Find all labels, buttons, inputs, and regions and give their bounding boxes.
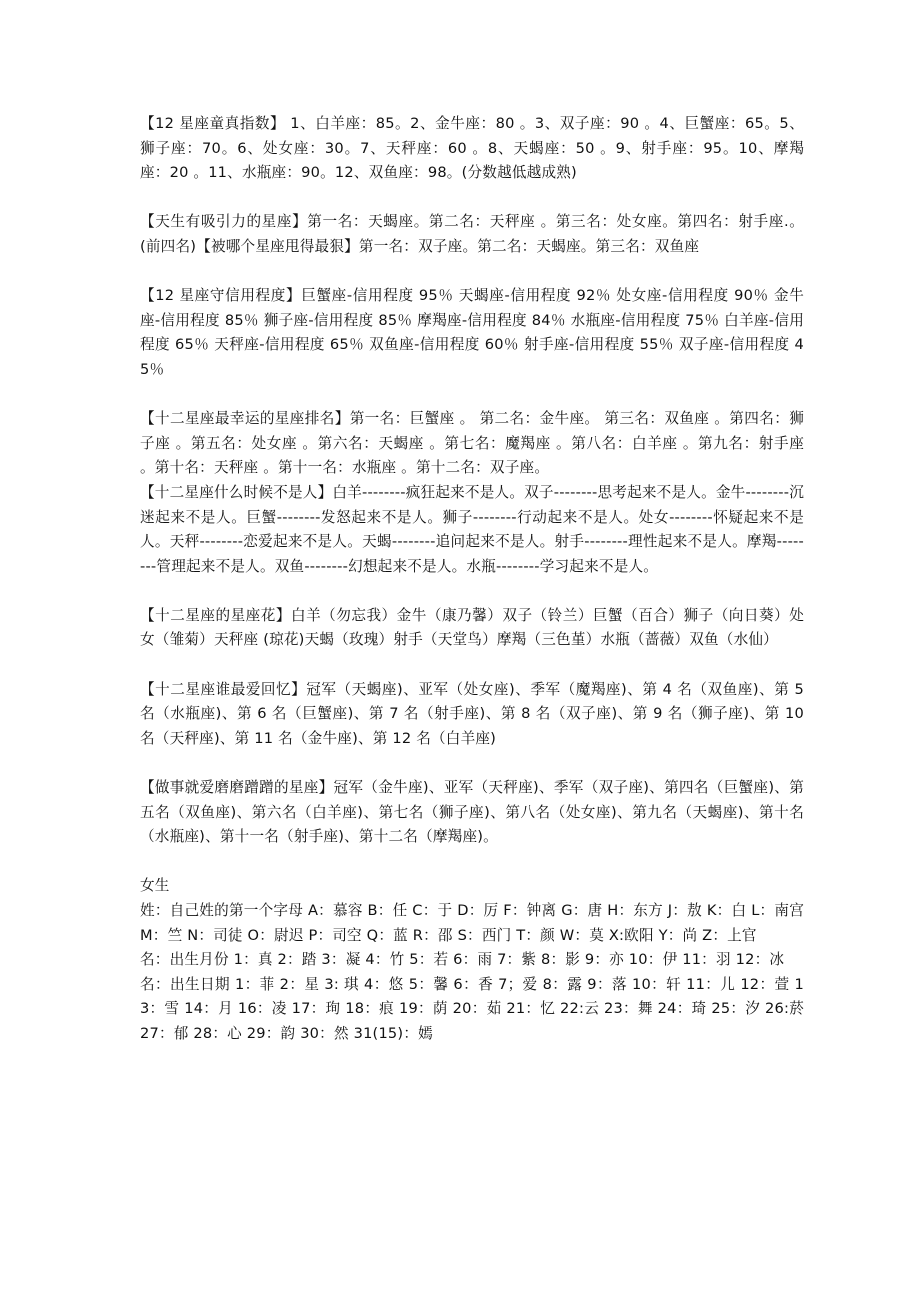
zodiac-flowers-paragraph: 【十二星座的星座花】白羊（勿忘我）金牛（康乃馨）双子（铃兰）巨蟹（百合）狮子（向日葵）处女（雏菊）天秤座 (琼花)天蝎（玫瑰）射手（天堂鸟）摩羯（三色堇）水瓶（蔷薇）双鱼（水仙） — [140, 606, 804, 649]
trustworthiness-paragraph: 【12 星座守信用程度】巨蟹座-信用程度 95％ 天蝎座-信用程度 92％ 处女座-信用程度 90％ 金牛座-信用程度 85％ 狮子座-信用程度 85％ 摩羯座-信用程度 84％ 水瓶座-信用程度 75％ 白羊座-信用程度 65％ 天秤座-信用程度 65％ 双鱼座-信用程度 60％ 射手座-信用程度 55％ 双子座-信用程度 45％ — [140, 287, 804, 378]
childlike-index-paragraph: 【12 星座童真指数】 1、白羊座：85。2、金牛座：80 。3、双子座：90 。4、巨蟹座：65。5、狮子座：70。6、处女座：30。7、天秤座：60 。8、天蝎座：50 。9、射手座：95。10、摩羯座：20 。11、水瓶座：90。12、双鱼座：98。(分数越低越成熟) — [140, 115, 804, 182]
paragraph-gap — [140, 579, 804, 604]
not-human-paragraph: 【十二星座什么时候不是人】白羊--------疯狂起来不是人。双子--------思考起来不是人。金牛--------沉迷起来不是人。巨蟹--------发怒起来不是人。狮子--------行动起来不是人。处女--------怀疑起来不是人。天秤--------恋爱起来不是人。天蝎--------追问起来不是人。射手--------理性起来不是人。摩羯--------管理起来不是人。双鱼--------幻想起来不是人。水瓶--------学习起来不是人。 — [140, 483, 804, 575]
memories-ranking-paragraph: 【十二星座谁最爱回忆】冠军（天蝎座)、亚军（处女座)、季军（魔羯座)、第 4 名（双鱼座)、第 5 名（水瓶座)、第 6 名（巨蟹座)、第 7 名（射手座)、第 8 名（双子座)、第 9 名（狮子座)、第 10 名（天秤座)、第 11 名（金牛座)、第 12 名（白羊座) — [140, 680, 804, 747]
paragraph-gap — [140, 383, 804, 408]
attraction-paragraph: 【天生有吸引力的星座】第一名：天蝎座。第二名：天秤座 。第三名：处女座。第四名：射手座.。(前四名)【被哪个星座甩得最狠】第一名：双子座。第二名：天蝎座。第三名：双鱼座 — [140, 213, 804, 255]
girls-heading: 女生 — [140, 877, 170, 895]
luckiest-ranking-paragraph: 【十二星座最幸运的星座排名】第一名：巨蟹座 。 第二名：金牛座。 第三名：双鱼座 。第四名：狮子座 。第五名：处女座 。第六名：天蝎座 。第七名：魔羯座 。第八名：白羊座 。第九名：射手座 。第十名：天秤座 。第十一名：水瓶座 。第十二名：双子座。 — [140, 410, 804, 477]
girls-birth-month-list: 名：出生月份 1：真 2：踏 3：凝 4：竹 5：若 6：雨 7：紫 8：影 9：亦 10：伊 11：羽 12：冰 — [140, 951, 785, 969]
paragraph-gap — [140, 751, 804, 776]
procrastination-ranking-paragraph: 【做事就爱磨磨蹭蹭的星座】冠军（金牛座)、亚军（天秤座)、季军（双子座)、第四名（巨蟹座)、第五名（双鱼座)、第六名（白羊座)、第七名（狮子座)、第八名（处女座)、第九名（天蝎座)、第十名（水瓶座)、第十一名（射手座)、第十二名（摩羯座)。 — [140, 779, 804, 846]
paragraph-gap — [140, 653, 804, 678]
paragraph-gap — [140, 260, 804, 285]
girls-surname-list: 姓：自己姓的第一个字母 A：慕容 B：任 C：于 D：厉 F：钟离 G：唐 H：东方 J：敖 K：白 L：南宫 M：竺 N：司徒 O：尉迟 P：司空 Q：蓝 R：邵 S：西门 T：颜 W：莫 X:欧阳 Y：尚 Z：上官 — [140, 902, 804, 944]
girls-birth-day-list: 名：出生日期 1：菲 2：星 3: 琪 4：悠 5：馨 6：香 7；爱 8：露 9：落 10：轩 11：儿 12：萱 13：雪 14：月 16：凌 17：珣 18：痕 19：荫 20：茹 21：忆 22:云 23：舞 24：琦 25：汐 26:菸 27：郁 28：心 29：韵 30：然 31(15)：嫣 — [140, 975, 804, 1042]
document-body — [140, 112, 804, 1047]
paragraph-gap — [140, 186, 804, 211]
paragraph-gap — [140, 850, 804, 875]
